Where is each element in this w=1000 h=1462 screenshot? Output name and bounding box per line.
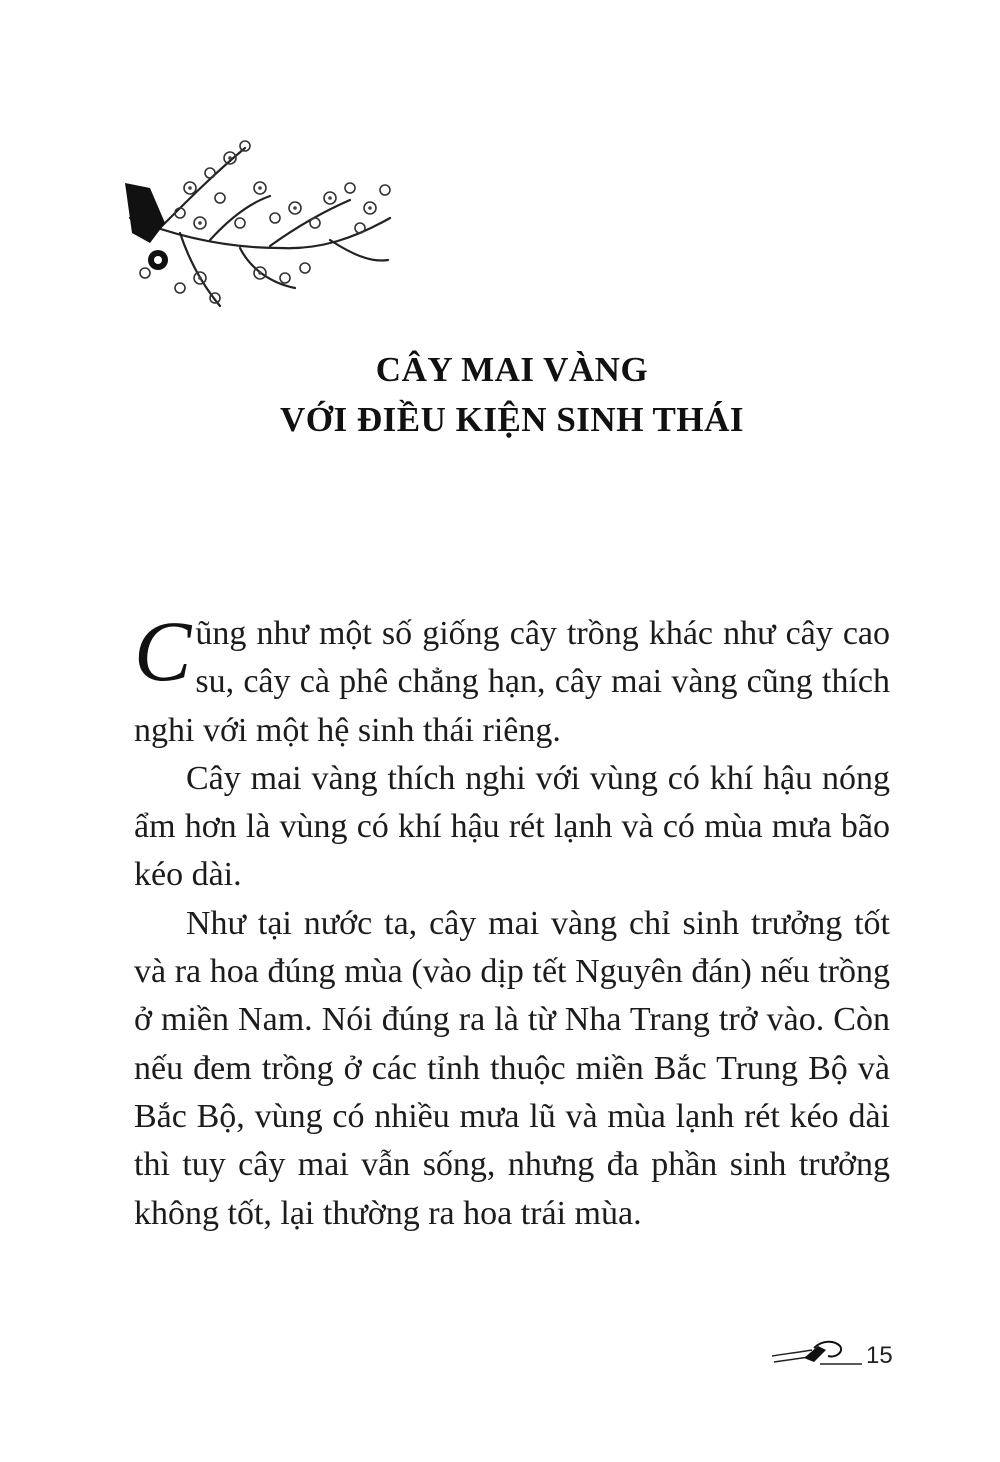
page-number: 15 bbox=[866, 1342, 893, 1369]
paragraph-1-text: ũng như một số giống cây trồng khác như cây cao su, cây cà phê chẳng hạn, cây mai vàng cũng thích nghi với một hệ sinh thái riêng. bbox=[134, 615, 890, 749]
blossom-branch-icon bbox=[120, 128, 410, 328]
chapter-title-line1: CÂY MAI VÀNG bbox=[375, 350, 649, 389]
pen-flourish-icon bbox=[770, 1338, 862, 1368]
paragraph-1 bbox=[134, 603, 890, 755]
body-text bbox=[134, 603, 890, 1238]
paragraph-2: Cây mai vàng thích nghi với vùng có khí hậu nóng ẩm hơn là vùng có khí hậu rét lạnh và có mùa mưa bão kéo dài. bbox=[134, 759, 890, 894]
chapter-title-line2: VỚI ĐIỀU KIỆN SINH THÁI bbox=[279, 400, 745, 439]
paragraph-3: Như tại nước ta, cây mai vàng chỉ sinh trưởng tốt và ra hoa đúng mùa (vào dịp tết Nguyên đán) nếu trồng ở miền Nam. Nói đúng ra là từ Nha Trang trở vào. Còn nếu đem trồng ở các tỉnh thuộc miền Bắc Trung Bộ và Bắc Bộ, vùng có nhiều mưa lũ và mùa lạnh rét kéo dài thì tuy cây mai vẫn sống, nhưng đa phần sinh trưởng không tốt, lại thường ra hoa trái mùa. bbox=[134, 904, 890, 1232]
drop-cap: C bbox=[134, 603, 192, 699]
